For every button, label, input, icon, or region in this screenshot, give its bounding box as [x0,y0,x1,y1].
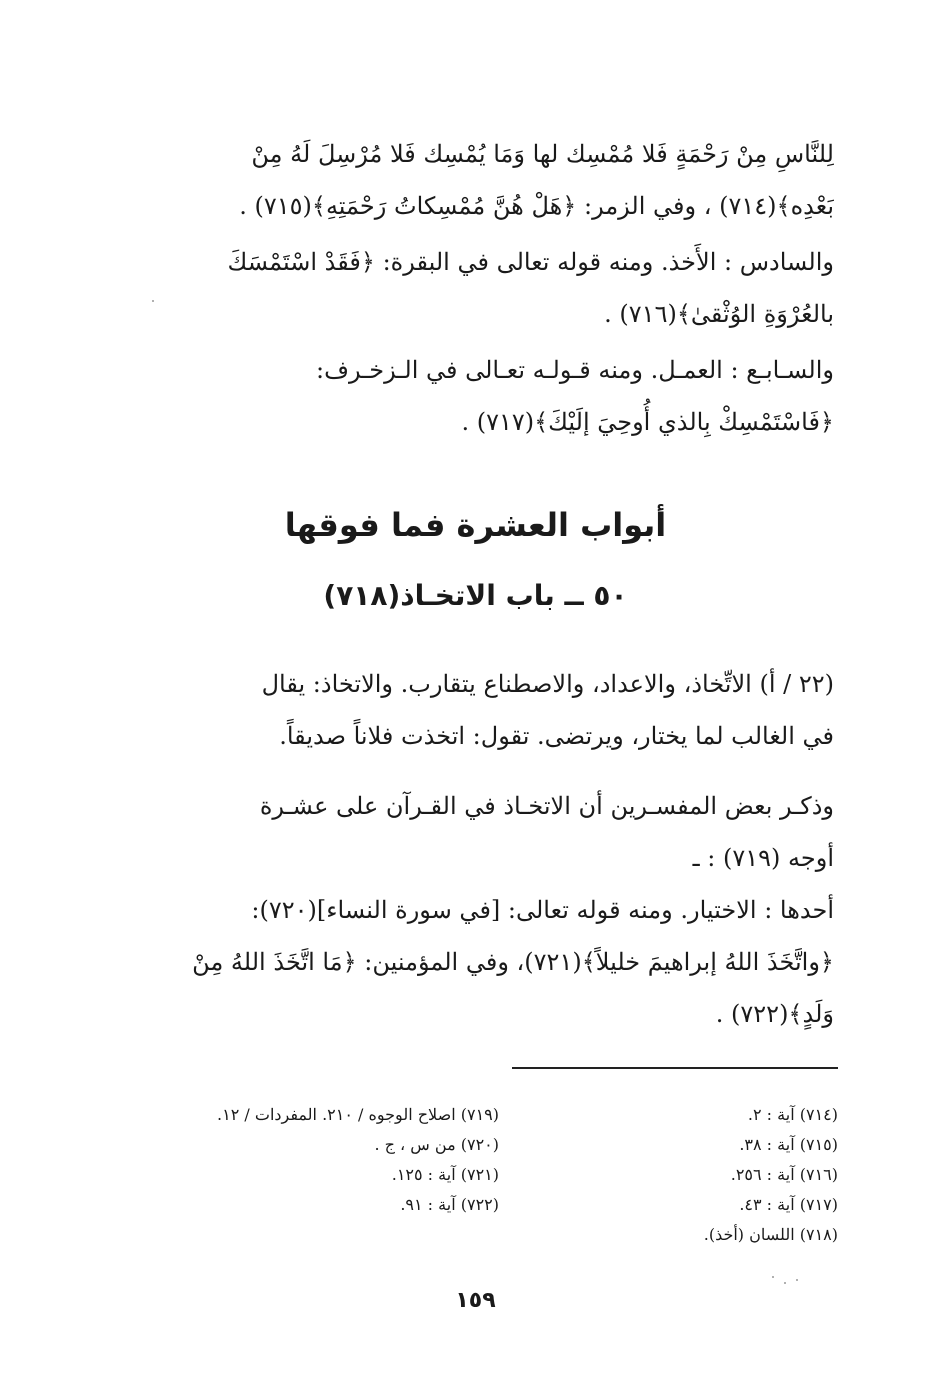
text-line: بَعْدِه﴾(٧١٤) ، وفي الزمر: ﴿هَلْ هُنَّ مُمْسِكاتُ رَحْمَتِهِ﴾(٧١٥) . [239,192,834,220]
footnote: (٧١٥) آية : ٣٨. [739,1135,838,1154]
text-line: (٢٢ / أ) الاتِّخاذ، والاعداد، والاصطناع يتقارب. والاتخاذ: يقال [261,670,834,698]
text-line: في الغالب لما يختار، ويرتضى. تقول: اتخذت فلاناً صديقاً. [279,722,834,750]
paragraph-6 [164,884,834,1040]
footnote: (٧١٦) آية : ٢٥٦. [730,1165,838,1184]
text-line: والسادس : الأَخذ. ومنه قوله تعالى في البقرة: ﴿فَقَدْ اسْتَمْسَكَ [227,248,834,276]
text-line: والسـابـع : العمـل. ومنه قـولـه تعـالى في الـزخـرف: [316,356,834,384]
paragraph-3 [164,344,834,448]
paragraph-1 [164,128,834,232]
scan-speck [784,1282,786,1284]
paragraph-2 [164,236,834,340]
text-line: ﴿واتَّخَذَ اللهُ إبراهيمَ خليلاً﴾(٧٢١)، وفي المؤمنين: ﴿مَا اتَّخَذَ اللهُ مِنْ [192,948,834,976]
text-line: لِلنَّاسِ مِنْ رَحْمَةٍ فَلا مُمْسِك لها وَمَا يُمْسِك فَلا مُرْسِلَ لَهُ مِنْ [251,140,834,168]
chapter-heading: ٥٠ ــ باب الاتخـاذ(٧١٨) [323,579,628,612]
paragraph-5 [164,780,834,884]
text-line: أحدها : الاختيار. ومنه قوله تعالى: [في سورة النساء](٧٢٠): [251,896,834,924]
footnote-divider [512,1067,838,1069]
text-line: وذكـر بعض المفسـرين أن الاتخـاذ في القـرآن على عشـرة [259,792,834,820]
footnote: (٧٢١) آية : ١٢٥. [391,1165,499,1184]
footnote: (٧١٧) آية : ٤٣. [739,1195,838,1214]
footnote: (٧١٤) آية : ٢. [747,1105,838,1124]
paragraph-4 [164,658,834,762]
footnotes-column-right [704,1100,838,1250]
text-line: بالعُرْوَةِ الوُثْقىٰ﴾(٧١٦) . [604,300,834,328]
scan-speck [796,1279,798,1281]
scan-speck [152,300,154,302]
footnote: (٧٢٠) من س ، ج . [374,1135,499,1154]
section-heading: أبواب العشرة فما فوقها [284,506,667,544]
footnote: (٧١٩) اصلاح الوجوه / ٢١٠. المفردات / ١٢. [217,1105,499,1124]
page-number: ١٥٩ [455,1288,496,1313]
footnote: (٧١٨) اللسان (أخذ). [703,1225,838,1244]
text-line: وَلَدٍ﴾(٧٢٢) . [715,1000,834,1028]
footnote: (٧٢٢) آية : ٩١. [400,1195,499,1214]
scan-speck [772,1276,774,1278]
text-line: ﴿فَاسْتَمْسِكْ بِالذي أُوحِيَ إلَيْكَ﴾(٧١٧) . [461,408,834,436]
footnotes-column-left [217,1100,499,1220]
text-line: أوجه (٧١٩) : ـ [692,844,834,872]
